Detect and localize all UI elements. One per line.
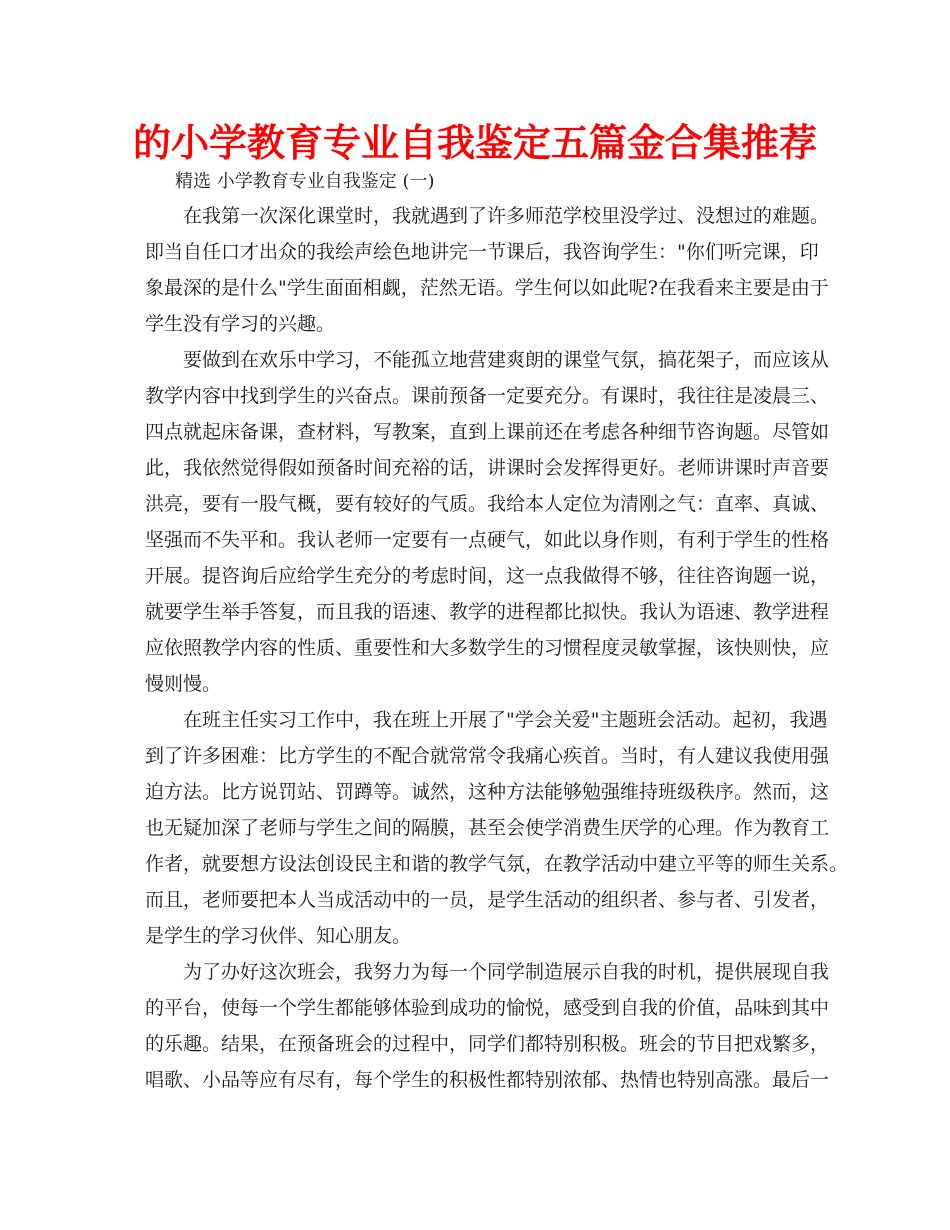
document-subtitle: 精选 小学教育专业自我鉴定 (一) xyxy=(175,171,435,192)
paragraph-line: 作者，就要想方设法创设民主和谐的教学气氛，在教学活动中建立平等的师生关系。 xyxy=(145,853,849,875)
paragraph-line: 也无疑加深了老师与学生之间的隔膜，甚至会使学消费生厌学的心理。作为教育工 xyxy=(145,817,830,839)
paragraph-line: 在班主任实习工作中，我在班上开展了"学会关爱"主题班会活动。起初，我遇 xyxy=(183,709,828,731)
paragraph-line: 此，我依然觉得假如预备时间充裕的话，讲课时会发挥得更好。老师讲课时声音要 xyxy=(145,457,830,479)
paragraph-line: 象最深的是什么"学生面面相觑，茫然无语。学生何以如此呢?在我看来主要是由于 xyxy=(145,277,829,299)
paragraph-line: 慢则慢。 xyxy=(145,673,222,695)
document-title: 的小学教育专业自我鉴定五篇金合集推荐 xyxy=(132,121,817,165)
paragraph-line: 就要学生举手答复，而且我的语速、教学的进程都比拟快。我认为语速、教学进程 xyxy=(145,601,830,623)
paragraph-line: 即当自任口才出众的我绘声绘色地讲完一节课后，我咨询学生："你们听完课，印 xyxy=(145,241,819,263)
paragraph-line: 四点就起床备课，查材料，写教案，直到上课前还在考虑各种细节咨询题。尽管如 xyxy=(145,421,830,443)
paragraph-line: 洪亮，要有一股气概，要有较好的气质。我给本人定位为清刚之气：直率、真诚、 xyxy=(145,493,830,515)
paragraph-line: 而且，老师要把本人当成活动中的一员，是学生活动的组织者、参与者、引发者， xyxy=(145,889,830,911)
paragraph-line: 唱歌、小品等应有尽有，每个学生的积极性都特别浓郁、热情也特别高涨。最后一 xyxy=(145,1069,830,1091)
paragraph-line: 的乐趣。结果，在预备班会的过程中，同学们都特别积极。班会的节目把戏繁多， xyxy=(145,1033,830,1055)
paragraph-line: 要做到在欢乐中学习，不能孤立地营建爽朗的课堂气氛，搞花架子，而应该从 xyxy=(183,349,830,371)
paragraph-line: 教学内容中找到学生的兴奋点。课前预备一定要充分。有课时，我往往是凌晨三、 xyxy=(145,385,830,407)
document-body xyxy=(145,168,849,1098)
paragraph-4 xyxy=(145,954,830,1098)
paragraph-line: 应依照教学内容的性质、重要性和大多数学生的习惯程度灵敏掌握，该快则快，应 xyxy=(145,637,830,659)
paragraph-1 xyxy=(145,198,830,342)
paragraph-line: 开展。提咨询后应给学生充分的考虑时间，这一点我做得不够，往往咨询题一说， xyxy=(145,565,830,587)
paragraph-line: 学生没有学习的兴趣。 xyxy=(145,313,336,335)
paragraph-line: 在我第一次深化课堂时，我就遇到了许多师范学校里没学过、没想过的难题。 xyxy=(183,205,830,227)
paragraph-2 xyxy=(145,342,830,702)
paragraph-3 xyxy=(145,702,849,954)
paragraph-line: 是学生的学习伙伴、知心朋友。 xyxy=(145,925,412,947)
paragraph-line: 到了许多困难：比方学生的不配合就常常令我痛心疾首。当时，有人建议我使用强 xyxy=(145,745,830,767)
paragraph-line: 为了办好这次班会，我努力为每一个同学制造展示自我的时机，提供展现自我 xyxy=(183,961,830,983)
paragraph-line: 迫方法。比方说罚站、罚蹲等。诚然，这种方法能够勉强维持班级秩序。然而，这 xyxy=(145,781,830,803)
paragraph-line: 的平台，使每一个学生都能够体验到成功的愉悦，感受到自我的价值，品味到其中 xyxy=(145,997,830,1019)
paragraph-line: 坚强而不失平和。我认老师一定要有一点硬气，如此以身作则，有利于学生的性格 xyxy=(145,529,830,551)
